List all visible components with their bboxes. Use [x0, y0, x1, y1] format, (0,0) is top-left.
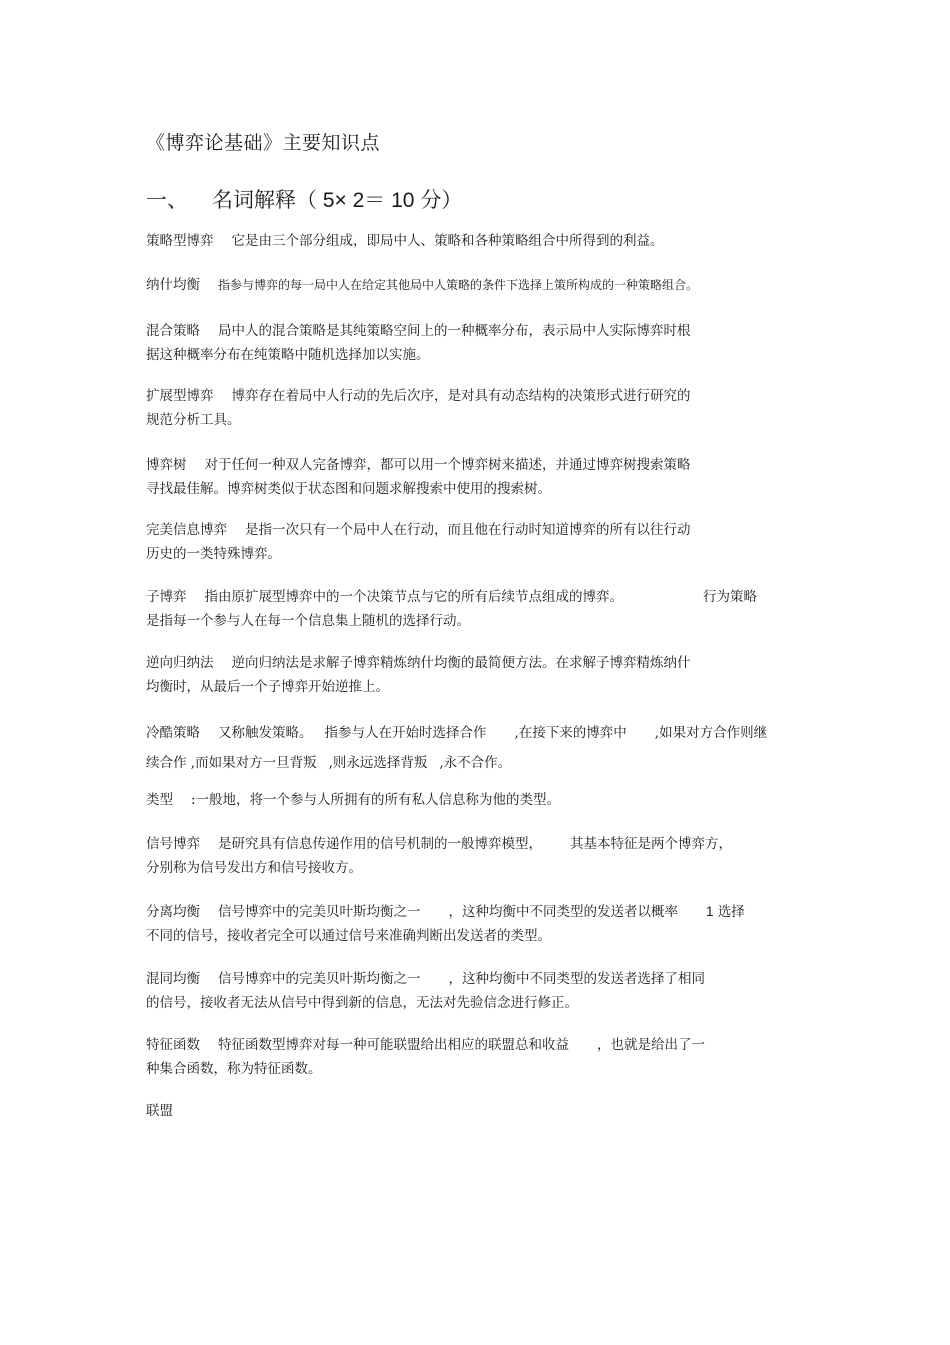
term: 冷酷策略 [146, 725, 200, 741]
definition-line-2: 寻找最佳解。博弈树类似于状态图和问题求解搜索中使用的搜索树。 [146, 481, 551, 497]
entry-backward-induction [146, 651, 816, 699]
entry-type [146, 788, 816, 812]
definition-part: 续合作 [146, 755, 187, 771]
section-label: 名词解释（ [212, 188, 317, 212]
definition-part: ，这种均衡中不同类型的发送者以概率 [448, 904, 678, 920]
definition-line-2: 种集合函数，称为特征函数。 [146, 1061, 322, 1077]
definition-line-2: 不同的信号，接收者完全可以通过信号来准确判断出发送者的类型。 [146, 928, 551, 944]
definition-part: 指参与人在开始时选择合作 [324, 725, 487, 741]
definition-line-1: 指由原扩展型博弈中的一个决策节点与它的所有后续节点组成的博弈。 [204, 589, 623, 605]
definition-part: 1 [706, 904, 714, 919]
entry-mixed-strategy [146, 319, 816, 367]
definition-part: ,在接下来的博弈中 [514, 725, 627, 741]
term: 博弈树 [146, 457, 187, 473]
section-formula: 5× 2＝ 10 分） [317, 189, 463, 212]
definition-part: ,而如果对方一旦背叛 [190, 755, 317, 771]
entry-separating-equilibrium [146, 900, 826, 948]
entry-strategic-game [146, 229, 816, 253]
term: 纳什均衡 [146, 277, 200, 293]
definition-part: ,则永远选择背叛 [328, 755, 428, 771]
definition-line-1: 逆向归纳法是求解子博弈精炼纳什均衡的最简便方法。在求解子博弈精炼纳什 [231, 655, 691, 671]
entry-nash-equilibrium [146, 273, 816, 297]
definition-line-2: 规范分析工具。 [146, 412, 241, 428]
definition-line-2: 历史的一类特殊博弈。 [146, 546, 281, 562]
entry-characteristic-function [146, 1033, 826, 1081]
entry-subgame [146, 585, 826, 633]
definition-line-2: 的信号，接收者无法从信号中得到新的信息，无法对先验信念进行修正。 [146, 995, 578, 1011]
definition-part: 特征函数型博弈对每一种可能联盟给出相应的联盟总和收益 [218, 1037, 569, 1053]
definition-line-2: 分别称为信号发出方和信号接收方。 [146, 860, 362, 876]
definition: 它是由三个部分组成，即局中人、策略和各种策略组合中所得到的利益。 [231, 233, 664, 249]
definition-line-2: 据这种概率分布在纯策略中随机选择加以实施。 [146, 347, 430, 363]
term: 混同均衡 [146, 971, 200, 987]
term: 联盟 [146, 1103, 173, 1119]
term: 扩展型博弈 [146, 388, 214, 404]
term-behavior-strategy: 行为策略 [703, 589, 757, 605]
definition-part: 选择 [717, 904, 745, 920]
section-heading [146, 184, 462, 214]
term: 完美信息博弈 [146, 522, 227, 538]
term: 逆向归纳法 [146, 655, 214, 671]
term: 混合策略 [146, 323, 200, 339]
definition-line-1: 局中人的混合策略是其纯策略空间上的一种概率分布，表示局中人实际博弈时根 [218, 323, 691, 339]
definition-line-1: 是指一次只有一个局中人在行动，而且他在行动时知道博弈的所有以往行动 [245, 522, 691, 538]
definition-line-1: 对于任何一种双人完备博弈，都可以用一个博弈树来描述，并通过博弈树搜索策略 [204, 457, 691, 473]
definition-part: ，这种均衡中不同类型的发送者选择了相同 [448, 971, 705, 987]
document-title: 《博弈论基础》主要知识点 [146, 132, 381, 154]
entry-perfect-information-game [146, 518, 816, 566]
entry-pooling-equilibrium [146, 967, 826, 1015]
section-number: 一、 [146, 188, 188, 212]
definition: :一般地，将一个参与人所拥有的所有私人信息称为他的类型。 [191, 792, 561, 808]
definition-part: 信号博弈中的完美贝叶斯均衡之一 [218, 904, 421, 920]
definition: 指参与博弈的每一局中人在给定其他局中人策略的条件下选择上策所构成的一种策略组合。 [218, 278, 699, 292]
term: 类型 [146, 792, 173, 808]
definition-part: ,永不合作。 [439, 755, 512, 771]
definition-line-2: 是指每一个参与人在每一个信息集上随机的选择行动。 [146, 613, 470, 629]
definition-part: 其基本特征是两个博弈方， [570, 836, 732, 852]
definition-part: ,如果对方合作则继 [654, 725, 768, 741]
definition-part: 信号博弈中的完美贝叶斯均衡之一 [218, 971, 421, 987]
definition-part: ，也就是给出了一 [597, 1037, 705, 1053]
entry-grim-strategy [146, 718, 826, 778]
entry-game-tree [146, 453, 816, 501]
term: 策略型博弈 [146, 233, 214, 249]
entry-signaling-game [146, 832, 826, 880]
term: 信号博弈 [146, 836, 200, 852]
entry-coalition [146, 1099, 816, 1123]
definition-part: 是研究具有信息传递作用的信号机制的一般博弈模型， [218, 836, 542, 852]
definition-part: 又称触发策略。 [218, 725, 313, 741]
definition-line-2: 均衡时，从最后一个子博弈开始逆推上。 [146, 679, 389, 695]
entry-extensive-game [146, 384, 816, 432]
term: 子博弈 [146, 589, 187, 605]
definition-line-1: 博弈存在着局中人行动的先后次序，是对具有动态结构的决策形式进行研究的 [231, 388, 691, 404]
term: 特征函数 [146, 1037, 200, 1053]
term: 分离均衡 [146, 904, 200, 920]
